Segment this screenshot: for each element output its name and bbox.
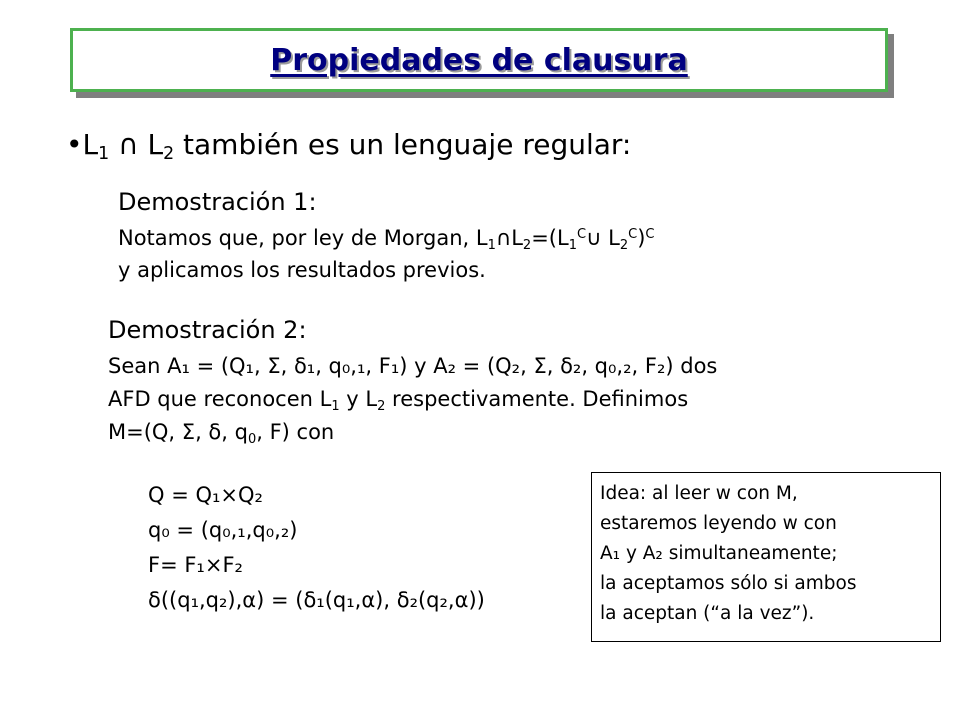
bullet-sub-2: 2 <box>163 144 175 165</box>
idea-line-2: estaremos leyendo w con <box>600 513 837 534</box>
title-box <box>70 28 888 92</box>
bullet-sub-1: 1 <box>98 144 110 165</box>
idea-line-5: la aceptan (“a la vez”). <box>600 603 815 624</box>
demo1-heading: Demostración 1: <box>118 188 317 216</box>
demo1-line-2: y aplicamos los resultados previos. <box>118 258 486 282</box>
idea-line-3: A₁ y A₂ simultaneamente; <box>600 543 838 564</box>
demo1-line-1: Notamos que, por ley de Morgan, $L_1\cap L_2=(L_1^C\cup$ $L_2^C)^C$ <box>118 226 655 253</box>
demo2-line-3-end: , F) con <box>256 420 335 444</box>
demo2-line-3-suffix: , q <box>221 420 248 444</box>
bullet-statement <box>66 128 632 165</box>
definition-Q: Q = Q₁×Q₂ <box>148 483 263 507</box>
demo2-line-2-suffix: respectivamente. Definimos <box>385 387 689 411</box>
bullet-mark: • <box>66 128 83 161</box>
definition-F: F= F₁×F₂ <box>148 553 243 577</box>
idea-line-1: Idea: al leer w con M, <box>600 483 798 504</box>
page-title: Propiedades de clausura <box>270 42 688 78</box>
bullet-text: también es un lenguaje regular: <box>174 128 632 161</box>
bullet-L1: L <box>82 128 99 161</box>
bullet-L2: L <box>147 128 164 161</box>
idea-line-4: la aceptamos sólo si ambos <box>600 573 857 594</box>
intersection-symbol: ∩ <box>118 128 139 161</box>
demo2-line-3: M=(Q, Σ, δ, $q_0$, F) con <box>108 420 335 447</box>
definition-q0: q₀ = (q₀,₁,q₀,₂) <box>148 518 298 542</box>
demo2-heading: Demostración 2: <box>108 316 307 344</box>
definition-delta: δ((q₁,q₂),α) = (δ₁(q₁,α), δ₂(q₂,α)) <box>148 588 485 612</box>
demo2-line-3-prefix: M=(Q, <box>108 420 182 444</box>
demo2-line-1: Sean A₁ = (Q₁, Σ, δ₁, q₀,₁, F₁) y A₂ = (Q₂, Σ, δ₂, q₀,₂, F₂) dos <box>108 354 718 378</box>
idea-note-box <box>591 472 941 642</box>
demo2-line-2-prefix: AFD que reconocen L <box>108 387 332 411</box>
demo1-line-1-prefix: Notamos que, por ley de Morgan, L <box>118 226 488 250</box>
definitions-block <box>148 478 485 618</box>
demo2-line-2: AFD que reconocen $L_1$ y $L_2$ respectivamente. Definimos <box>108 387 689 414</box>
demo2-line-2-mid: y L <box>339 387 378 411</box>
